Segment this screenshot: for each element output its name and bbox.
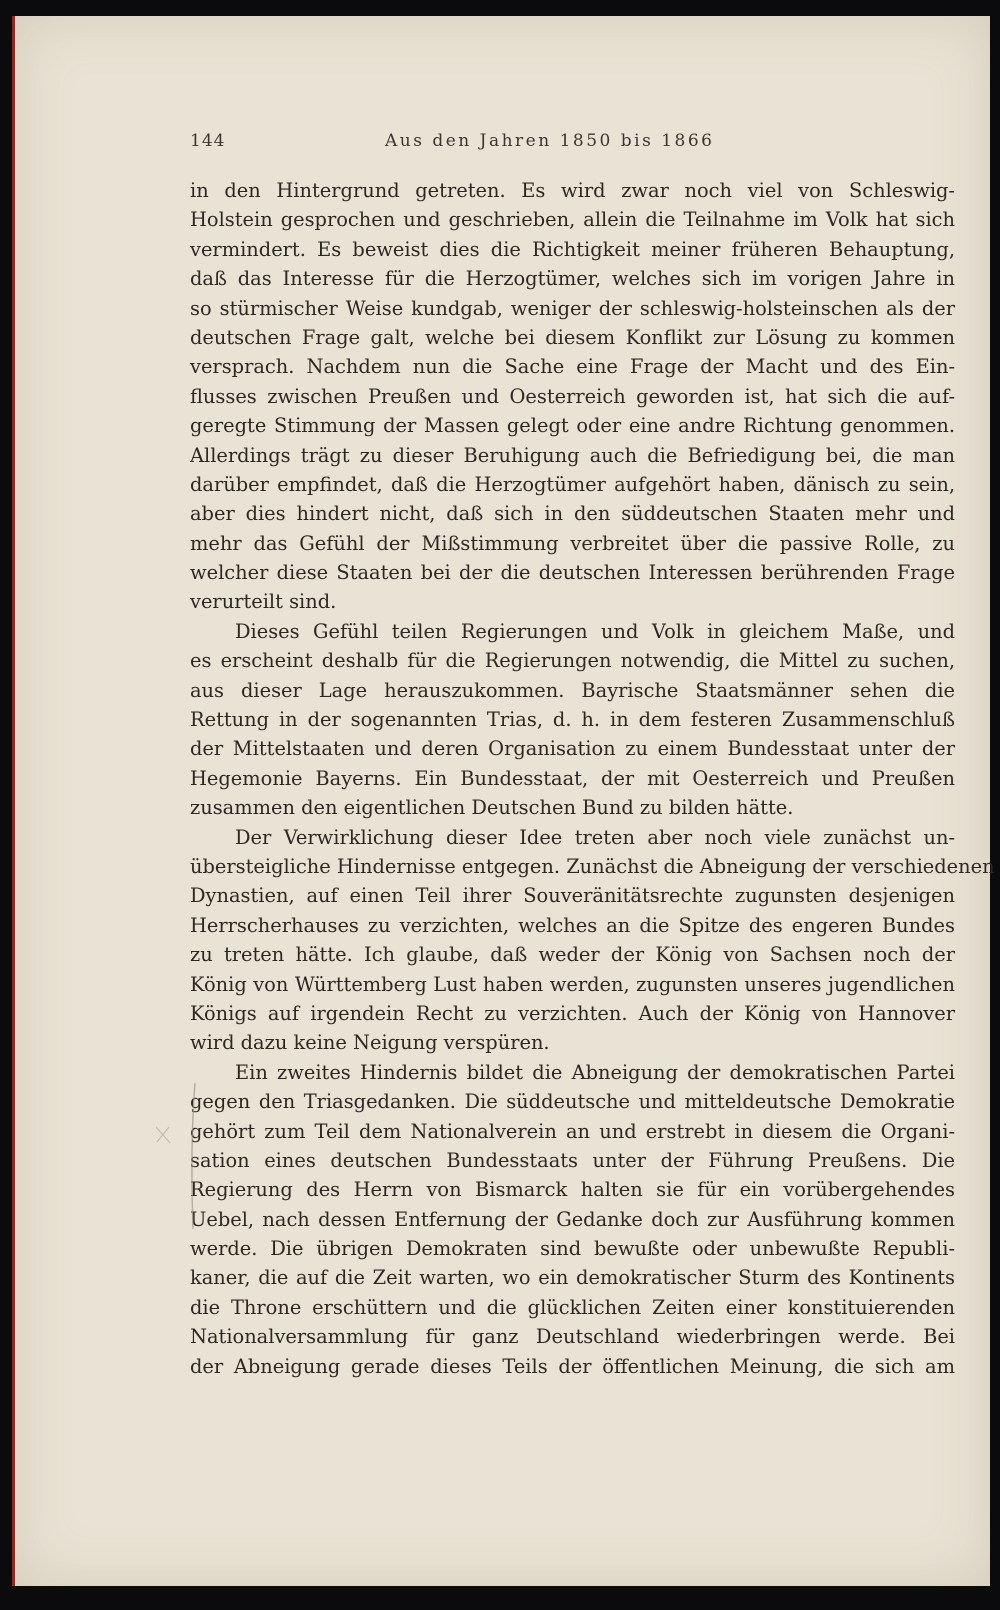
text-line: zusammen den eigentlichen Deutschen Bund zu bilden hätte. xyxy=(190,796,794,820)
text-line: es erscheint deshalb für die Regierungen notwendig, die Mittel zu suchen, xyxy=(190,649,955,673)
text-line: geregte Stimmung der Massen gelegt oder eine andre Richtung genommen. xyxy=(190,414,955,438)
page-number: 144 xyxy=(190,131,226,151)
text-line: der Abneigung gerade dieses Teils der öffentlichen Meinung, die sich am xyxy=(190,1354,955,1378)
running-head xyxy=(190,131,950,161)
book-page xyxy=(12,16,995,1586)
text-line: Hegemonie Bayerns. Ein Bundesstaat, der mit Oesterreich und Preußen xyxy=(190,766,955,790)
text-line: daß das Interesse für die Herzogtümer, welches sich im vorigen Jahre in xyxy=(190,267,955,291)
text-line: Rettung in der sogenannten Trias, d. h. in dem festeren Zusammenschluß xyxy=(190,708,955,732)
body-text xyxy=(190,176,995,1381)
text-line: verurteilt sind. xyxy=(190,590,337,614)
text-line: Dynastien, auf einen Teil ihrer Souveränitätsrechte zugunsten desjenigen xyxy=(190,884,955,908)
text-line: Allerdings trägt zu dieser Beruhigung auch die Befriedigung bei, die man xyxy=(190,443,955,467)
text-line: Regierung des Herrn von Bismarck halten sie für ein vorübergehendes xyxy=(190,1178,955,1202)
text-line: darüber empfindet, daß die Herzogtümer aufgehört haben, dänisch zu sein, xyxy=(190,472,955,496)
text-line: Nationalversammlung für ganz Deutschland wiederbringen werde. Bei xyxy=(190,1325,955,1349)
text-line: deutschen Frage galt, welche bei diesem Konflikt zur Lösung zu kommen xyxy=(190,325,955,349)
text-line: Holstein gesprochen und geschrieben, allein die Teilnahme im Volk hat sich xyxy=(190,208,955,232)
running-title: Aus den Jahren 1850 bis 1866 xyxy=(385,131,715,151)
paragraph-first-line: Der Verwirklichung dieser Idee treten aber noch viele zunächst un- xyxy=(235,825,955,849)
text-line: wird dazu keine Neigung verspüren. xyxy=(190,1031,550,1055)
text-line: welcher diese Staaten bei der die deutschen Interessen berührenden Frage xyxy=(190,561,955,585)
text-line: die Throne erschüttern und die glücklichen Zeiten einer konstituierenden xyxy=(190,1295,955,1319)
text-line: vermindert. Es beweist dies die Richtigkeit meiner früheren Behauptung, xyxy=(190,237,955,261)
text-line: kaner, die auf die Zeit warten, wo ein demokratischer Sturm des Kontinents xyxy=(190,1266,955,1290)
text-line: Uebel, nach dessen Entfernung der Gedanke doch zur Ausführung kommen xyxy=(190,1207,955,1231)
text-line: aus dieser Lage herauszukommen. Bayrische Staatsmänner sehen die xyxy=(190,678,955,702)
text-line: mehr das Gefühl der Mißstimmung verbreitet über die passive Rolle, zu xyxy=(190,531,955,555)
text-line: übersteigliche Hindernisse entgegen. Zunächst die Abneigung der verschiedenen xyxy=(190,854,995,878)
pencil-margin-line xyxy=(187,1081,201,1231)
text-line: gegen den Triasgedanken. Die süddeutsche und mitteldeutsche Demokratie xyxy=(190,1090,955,1114)
text-line: in den Hintergrund getreten. Es wird zwar noch viel von Schleswig- xyxy=(190,179,955,202)
text-line: König von Württemberg Lust haben werden, zugunsten unseres jugendlichen xyxy=(190,972,955,996)
text-line: so stürmischer Weise kundgab, weniger der schleswig-holsteinschen als der xyxy=(190,296,955,320)
text-line: Herrscherhauses zu verzichten, welches an die Spitze des engeren Bundes xyxy=(190,913,955,937)
text-line: sation eines deutschen Bundesstaats unter der Führung Preußens. Die xyxy=(190,1148,955,1172)
paragraph-first-line: Dieses Gefühl teilen Regierungen und Volk in gleichem Maße, und xyxy=(235,619,955,643)
text-line: werde. Die übrigen Demokraten sind bewußte oder unbewußte Republi- xyxy=(190,1237,955,1261)
paragraph-first-line: Ein zweites Hindernis bildet die Abneigung der demokratischen Partei xyxy=(235,1060,955,1084)
pencil-x-mark xyxy=(153,1124,173,1146)
text-line: zu treten hätte. Ich glaube, daß weder der König von Sachsen noch der xyxy=(190,943,955,967)
text-line: gehört zum Teil dem Nationalverein an und erstrebt in diesem die Organi- xyxy=(190,1119,955,1143)
text-line: Königs auf irgendein Recht zu verzichten. Auch der König von Hannover xyxy=(190,1001,955,1025)
text-line: flusses zwischen Preußen und Oesterreich geworden ist, hat sich die auf- xyxy=(190,384,955,408)
text-line: versprach. Nachdem nun die Sache eine Frage der Macht und des Ein- xyxy=(190,355,955,379)
text-line: aber dies hindert nicht, daß sich in den süddeutschen Staaten mehr und xyxy=(190,502,955,526)
text-line: der Mittelstaaten und deren Organisation zu einem Bundesstaat unter der xyxy=(190,737,955,761)
